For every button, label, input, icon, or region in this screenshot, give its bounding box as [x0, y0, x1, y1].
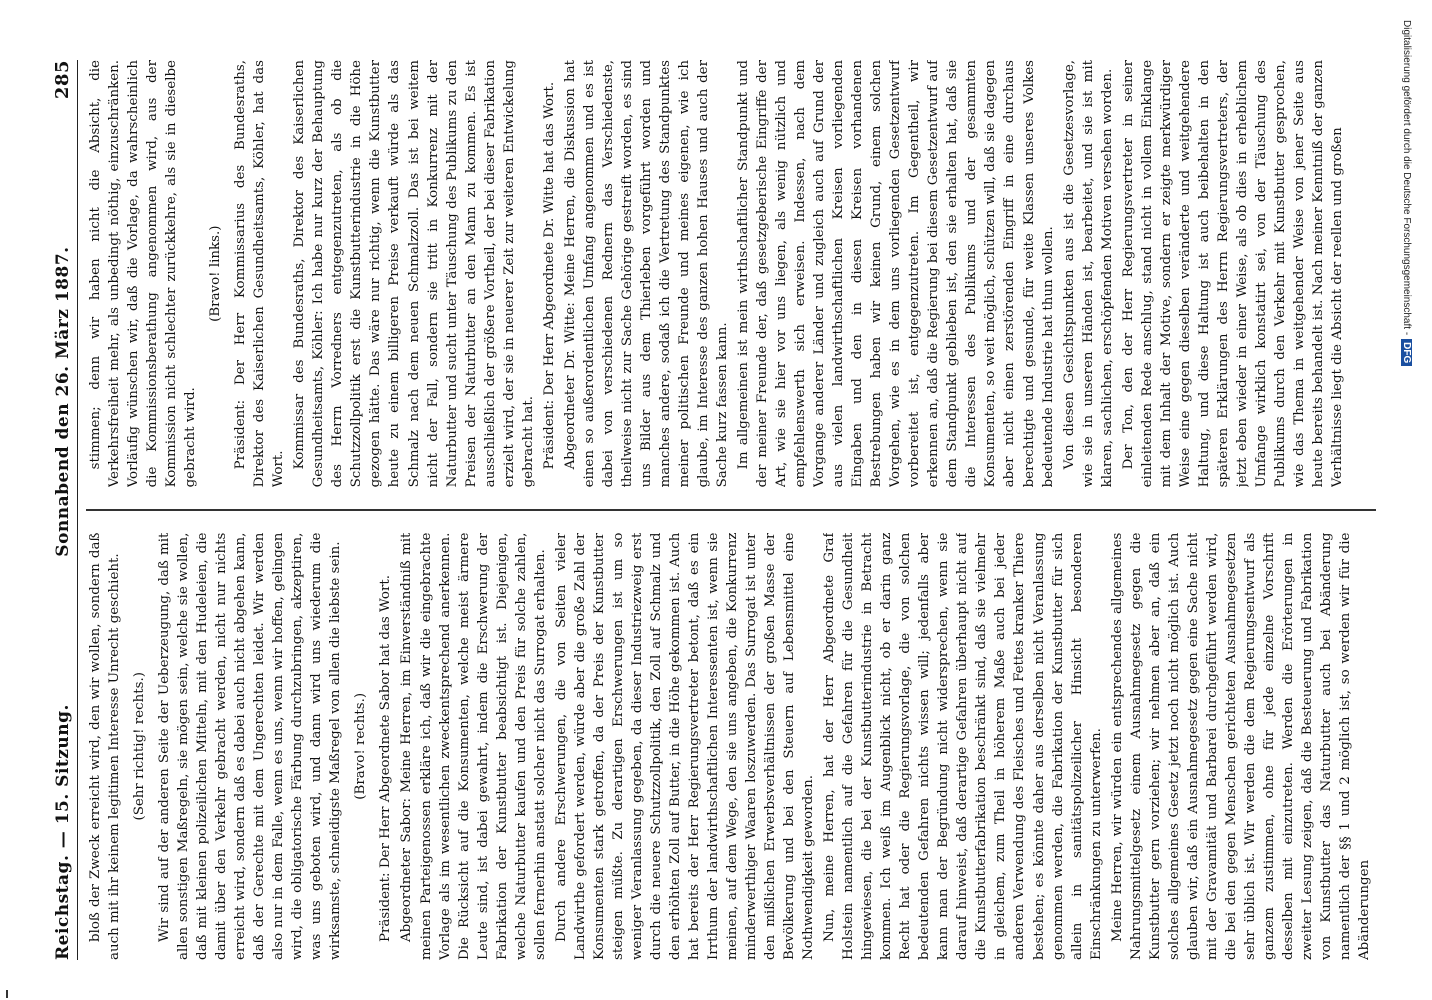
header-center: Sonnabend den 26. März 1887. — [53, 246, 73, 557]
paragraph: stimmen; denn wir haben nicht die Absicht, die Verkehrsfreiheit mehr, als unbedingt nöthig, einzuschränken. Vorläufig wünschen wir, daß die Vorlage, da wahrscheinlich die Kommissionsberathung angenommen wird, aus der Kommission nicht schlechter zurückkehre, als sie in dieselbe gebracht wird. — [88, 60, 199, 488]
digitization-credit — [1401, 20, 1412, 366]
interjection: (Bravo! links.) — [208, 225, 224, 322]
paragraph: Abgeordneter Dr. Witte: Meine Herren, die Diskussion hat einen so außerordentlichen Umfang angenommen und es ist dabei von verschiedenen Rednern das Verschiedenste, theilweise nicht zur Sache Gehörige gestreift worden, es sind uns Bilder aus dem Thierleben vorgeführt worden und manches andere, sodaß ich die Vertretung des Standpunktes meiner politischen Freunde und meines eigenen, wie ich glaube, im Interesse des ganzen hohen Hauses und auch der Sache kurz fassen kann. — [562, 60, 730, 488]
dfg-logo: DFG — [1401, 339, 1412, 366]
header-left: Reichstag. — 15. Sitzung. — [53, 704, 73, 960]
paragraph: Durch andere Erschwerungen, die von Seiten vieler Landwirthe gefordert werden, würde aber die große Zahl der Konsumenten stark getroffen, da der Preis der Kunstbutter steigen müßte. Zu derartigen Erschwerungen ist um so weniger Veranlassung gegeben, da dieser Industriezweig erst durch die neuere Schutzzollpolitik, den Zoll auf Schmalz und den erhöhten Zoll auf Butter, in die Höhe gekommen ist. Auch hat bereits der Herr Regierungsvertreter betont, daß es ein Irrthum der landwirthschaftlichen Interessenten ist, wenn sie meinen, auf dem Wege, den sie uns angeben, die Konkurrenz minderwerthiger Waaren loszuwerden. Das Surrogat ist unter den mißlichen Erwerbsverhältnissen der großen Masse der Bevölkerung und bei den Steuern auf Lebensmittel eine Nothwendigkeit geworden. — [553, 532, 817, 960]
paragraph: Präsident: Der Herr Abgeordnete Sabor hat das Wort. — [378, 574, 394, 942]
paragraph: Meine Herren, wir würden ein entsprechendes allgemeines Nahrungsmittelgesetz einem Ausnahmegesetz gegen die Kunstbutter gern vorziehen; wir nehmen aber an, daß ein solches allgemeines Gesetz jetzt noch nicht möglich ist. Auch glauben wir, daß ein Ausnahmegesetz gegen eine Sache nicht mit der Gravamität und Barbarei durchgeführt werden wird, die bei den gegen Menschen gerichteten Ausnahmegesetzen sehr üblich ist. Wir werden die dem Regierungsentwurf als ganzem zustimmen, ohne für jede einzelne Vorschrift desselben mit einzutreten. Werden die Erörterungen in zweiter Lesung zeigen, daß die Besteuerung und Fabrikation von Kunstbutter das Naturbutter auch bei Abänderung namentlich der §§ 1 und 2 möglich ist, so werden wir für die Abänderungen — [1109, 532, 1373, 960]
right-column — [86, 60, 1376, 487]
paragraph: Präsident: Der Herr Kommissarius des Bundesraths, Direktor des Kaiserlichen Gesundheitsamts, Köhler, hat das Wort. — [233, 60, 287, 488]
text-columns — [86, 60, 1376, 960]
paragraph: Von diesen Gesichtspunkten aus ist die Gesetzesvorlage, wie sie in unseren Händen ist, bearbeitet, und sie ist mit klaren, sachlichen, erschöpfenden Motiven versehen worden. — [1061, 60, 1115, 488]
paragraph: Präsident: Der Herr Abgeordnete Dr. Witte hat das Wort. — [541, 81, 557, 470]
interjection: (Bravo! rechts.) — [353, 692, 369, 800]
margin-mark — [6, 990, 8, 998]
page-header — [52, 60, 78, 960]
paragraph: bloß der Zweck erreicht wird, den wir wollen, sondern daß auch mit ihr keinem legitimen Interesse Unrecht geschieht. — [88, 532, 123, 960]
paragraph: Kommissar des Bundesraths, Direktor des Kaiserlichen Gesundheitsamts, Köhler: Ich habe nur kurz der Behauptung des Herrn Vorredners entgegenzutreten, als ob die Schutzzollpolitik erst die Kunstbutterindustrie in die Höhe gezogen hätte. Das wäre nur richtig, wenn die Kunstbutter heute zu einem billigeren Preise verkauft würde als das Schmalz nach dem neuen Schmalzzoll. Das ist bei weitem nicht der Fall, sondern sie tritt in Konkurrenz mit der Naturbutter und sucht unter Täuschung des Publikums zu den Preisen der Naturbutter an den Mann zu kommen. Es ist ausschließlich der größere Vortheil, der bei dieser Fabrikation erzielt wird, der sie in neuerer Zeit zur weiteren Entwickelung gebracht hat. — [292, 60, 536, 488]
left-column — [86, 533, 1376, 960]
paragraph: Abgeordneter Sabor: Meine Herren, im Einverständniß mit meinen Parteigenossen erkläre ich, daß wir die eingebrachte Vorlage als im wesentlichen zweckentsprechend anerkennen. Die Rücksicht auf die Konsumenten, welche meist ärmere Leute sind, ist dabei gewahrt, indem die Erschwerung der Fabrikation der Kunstbutter beabsichtigt ist. Diejenigen, welche Naturbutter kaufen und den Preis für solche zahlen, sollen fernerhin anstatt solcher nicht das Surrogat erhalten. — [399, 532, 548, 960]
page-number: 285 — [52, 60, 73, 100]
interjection: (Sehr richtig! rechts.) — [132, 672, 148, 821]
paragraph: Der Ton, den der Herr Regierungsvertreter in seiner einleitenden Rede anschlug, stand nicht in vollem Einklange mit dem Inhalt der Motive, sondern er zeigte merkwürdiger Weise eine gegen dieselben veränderte und weitgehendere Haltung, und diese Haltung ist auch beibehalten in den späteren Erklärungen des Herrn Regierungsvertreters, der jetzt eben wieder in einer Weise, als ob dies in erheblichem Umfange wirklich konstatirt sei, von der Täuschung des Publikums durch den Verkehr mit Kunstbutter gesprochen, wie das Thema in weitgehender Weise von jener Seite aus heute bereits behandelt ist. Nach meiner Kenntniß der ganzen Verhältnisse liegt die Absicht der reellen und großen — [1120, 60, 1345, 488]
paragraph: Nun, meine Herren, hat der Herr Abgeordnete Graf Holstein namentlich auf die Gefahren für die Gesundheit hingewiesen, die bei der Kunstbutterindustrie in Betracht kommen. Ich weiß im Augenblick nicht, ob er darin ganz Recht hat oder die Regierungsvorlage, die von solchen bedeutenden Gefahren nichts wissen will; jedenfalls aber kann man der Begründung nicht widersprechen, wenn sie darauf hinweist, daß derartige Gefahren überhaupt nicht auf die Kunstbutterfabrikation beschränkt sind, daß sie vielmehr in gleichem, zum Theil in höherem Maße auch bei jeder anderen Verwendung des Fleisches und Fettes kranker Thiere bestehen; es könnte daher aus derselben nicht Veranlassung genommen werden, die Fabrikation der Kunstbutter für sich allein in sanitätspolizeilicher Hinsicht besonderen Einschränkungen zu unterwerfen. — [822, 532, 1104, 960]
paragraph: Im allgemeinen ist mein wirthschaftlicher Standpunkt und der meiner Freunde der, daß gesetzgeberische Eingriffe der Art, wie sie hier vor uns liegen, als wenig nützlich und empfehlenswerth sich erweisen. Indessen, nach dem Vorgange anderer Länder und zugleich auch auf Grund der aus vielen landwirthschaftlichen Kreisen vorliegenden Eingaben und den in diesen Kreisen vorhandenen Bestrebungen haben wir keinen Grund, einem solchen Vorgehen, wie es in dem uns vorliegenden Gesetzentwurf vorbereitet ist, entgegenzutreten. Im Gegentheil, wir erkennen an, daß die Regierung bei diesem Gesetzentwurf auf dem Standpunkt geblieben ist, den sie erhalten hat, daß sie die Interessen des Publikums und der gesammten Konsumenten, so weit möglich, schützen will, daß sie dagegen aber nicht einen zerstörenden Eingriff in eine durchaus berechtigte und gesunde, für weite Klassen unseres Volkes bedeutende Industrie hat thun wollen. — [736, 60, 1056, 488]
paragraph: Wir sind auf der anderen Seite der Ueberzeugung, daß mit allen sonstigen Maßregeln, sie mögen sein, welche sie wollen, daß mit kleinen polizeilichen Mitteln, mit den Hudeleien, die damit über den Verkehr gebracht werden, nicht nur nichts erreicht wird, sondern daß es dabei auch nicht abgehen kann, daß der Gerechte mit dem Ungerechten leidet. Wir werden also nur in dem Falle, wenn es uns, wenn wir hoffen, gelingen wird, die obligatorische Färbung durchzubringen, akzeptiren, was uns geboten wird, und dann wird uns wiederum die wirksamste, schneidigste Maßregel von allen die liebste sein. — [157, 532, 344, 960]
credit-text: Digitalisierung gefördert durch die Deutsche Forschungsgemeinschaft - — [1401, 20, 1412, 336]
column-divider — [86, 509, 1376, 510]
